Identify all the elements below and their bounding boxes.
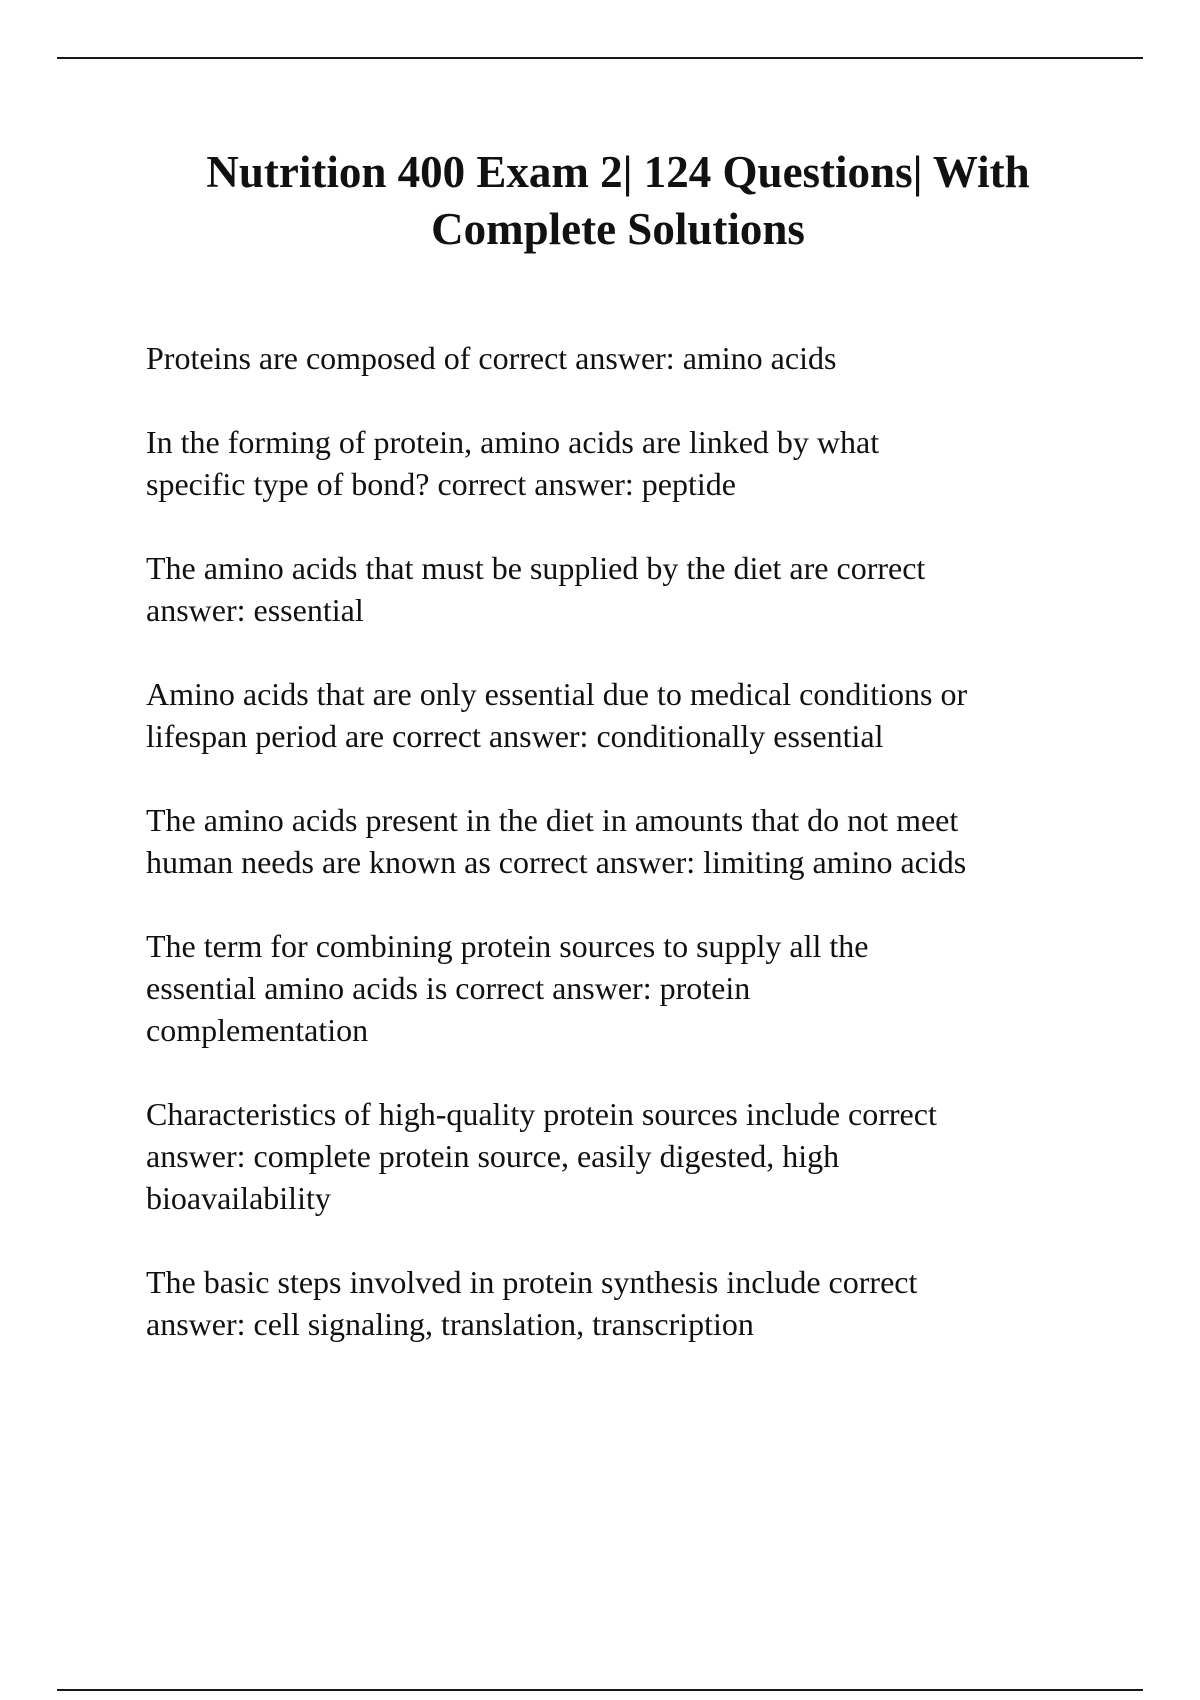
bottom-divider [57,1689,1143,1691]
page-title [100,144,1136,258]
qa-item: Amino acids that are only essential due to medical conditions or lifespan period are correct answer: conditionally essential [146,676,968,754]
qa-item: The amino acids present in the diet in amounts that do not meet human needs are known as correct answer: limiting amino acids [146,802,967,880]
top-divider [57,57,1143,59]
qa-item: In the forming of protein, amino acids are linked by what specific type of bond? correct answer: peptide [146,424,880,502]
qa-item: The term for combining protein sources to supply all the essential amino acids is correct answer: protein complementation [146,928,869,1048]
qa-item: The amino acids that must be supplied by the diet are correct answer: essential [146,550,926,628]
qa-item: The basic steps involved in protein synthesis include correct answer: cell signaling, translation, transcription [146,1264,918,1342]
title-line-2: Complete Solutions [431,204,805,254]
title-line-1: Nutrition 400 Exam 2| 124 Questions| With [206,147,1030,197]
qa-item: Proteins are composed of correct answer: amino acids [146,340,837,376]
qa-item: Characteristics of high-quality protein sources include correct answer: complete protein source, easily digested, high bioavailability [146,1096,937,1216]
question-answer-list [146,337,1146,1387]
